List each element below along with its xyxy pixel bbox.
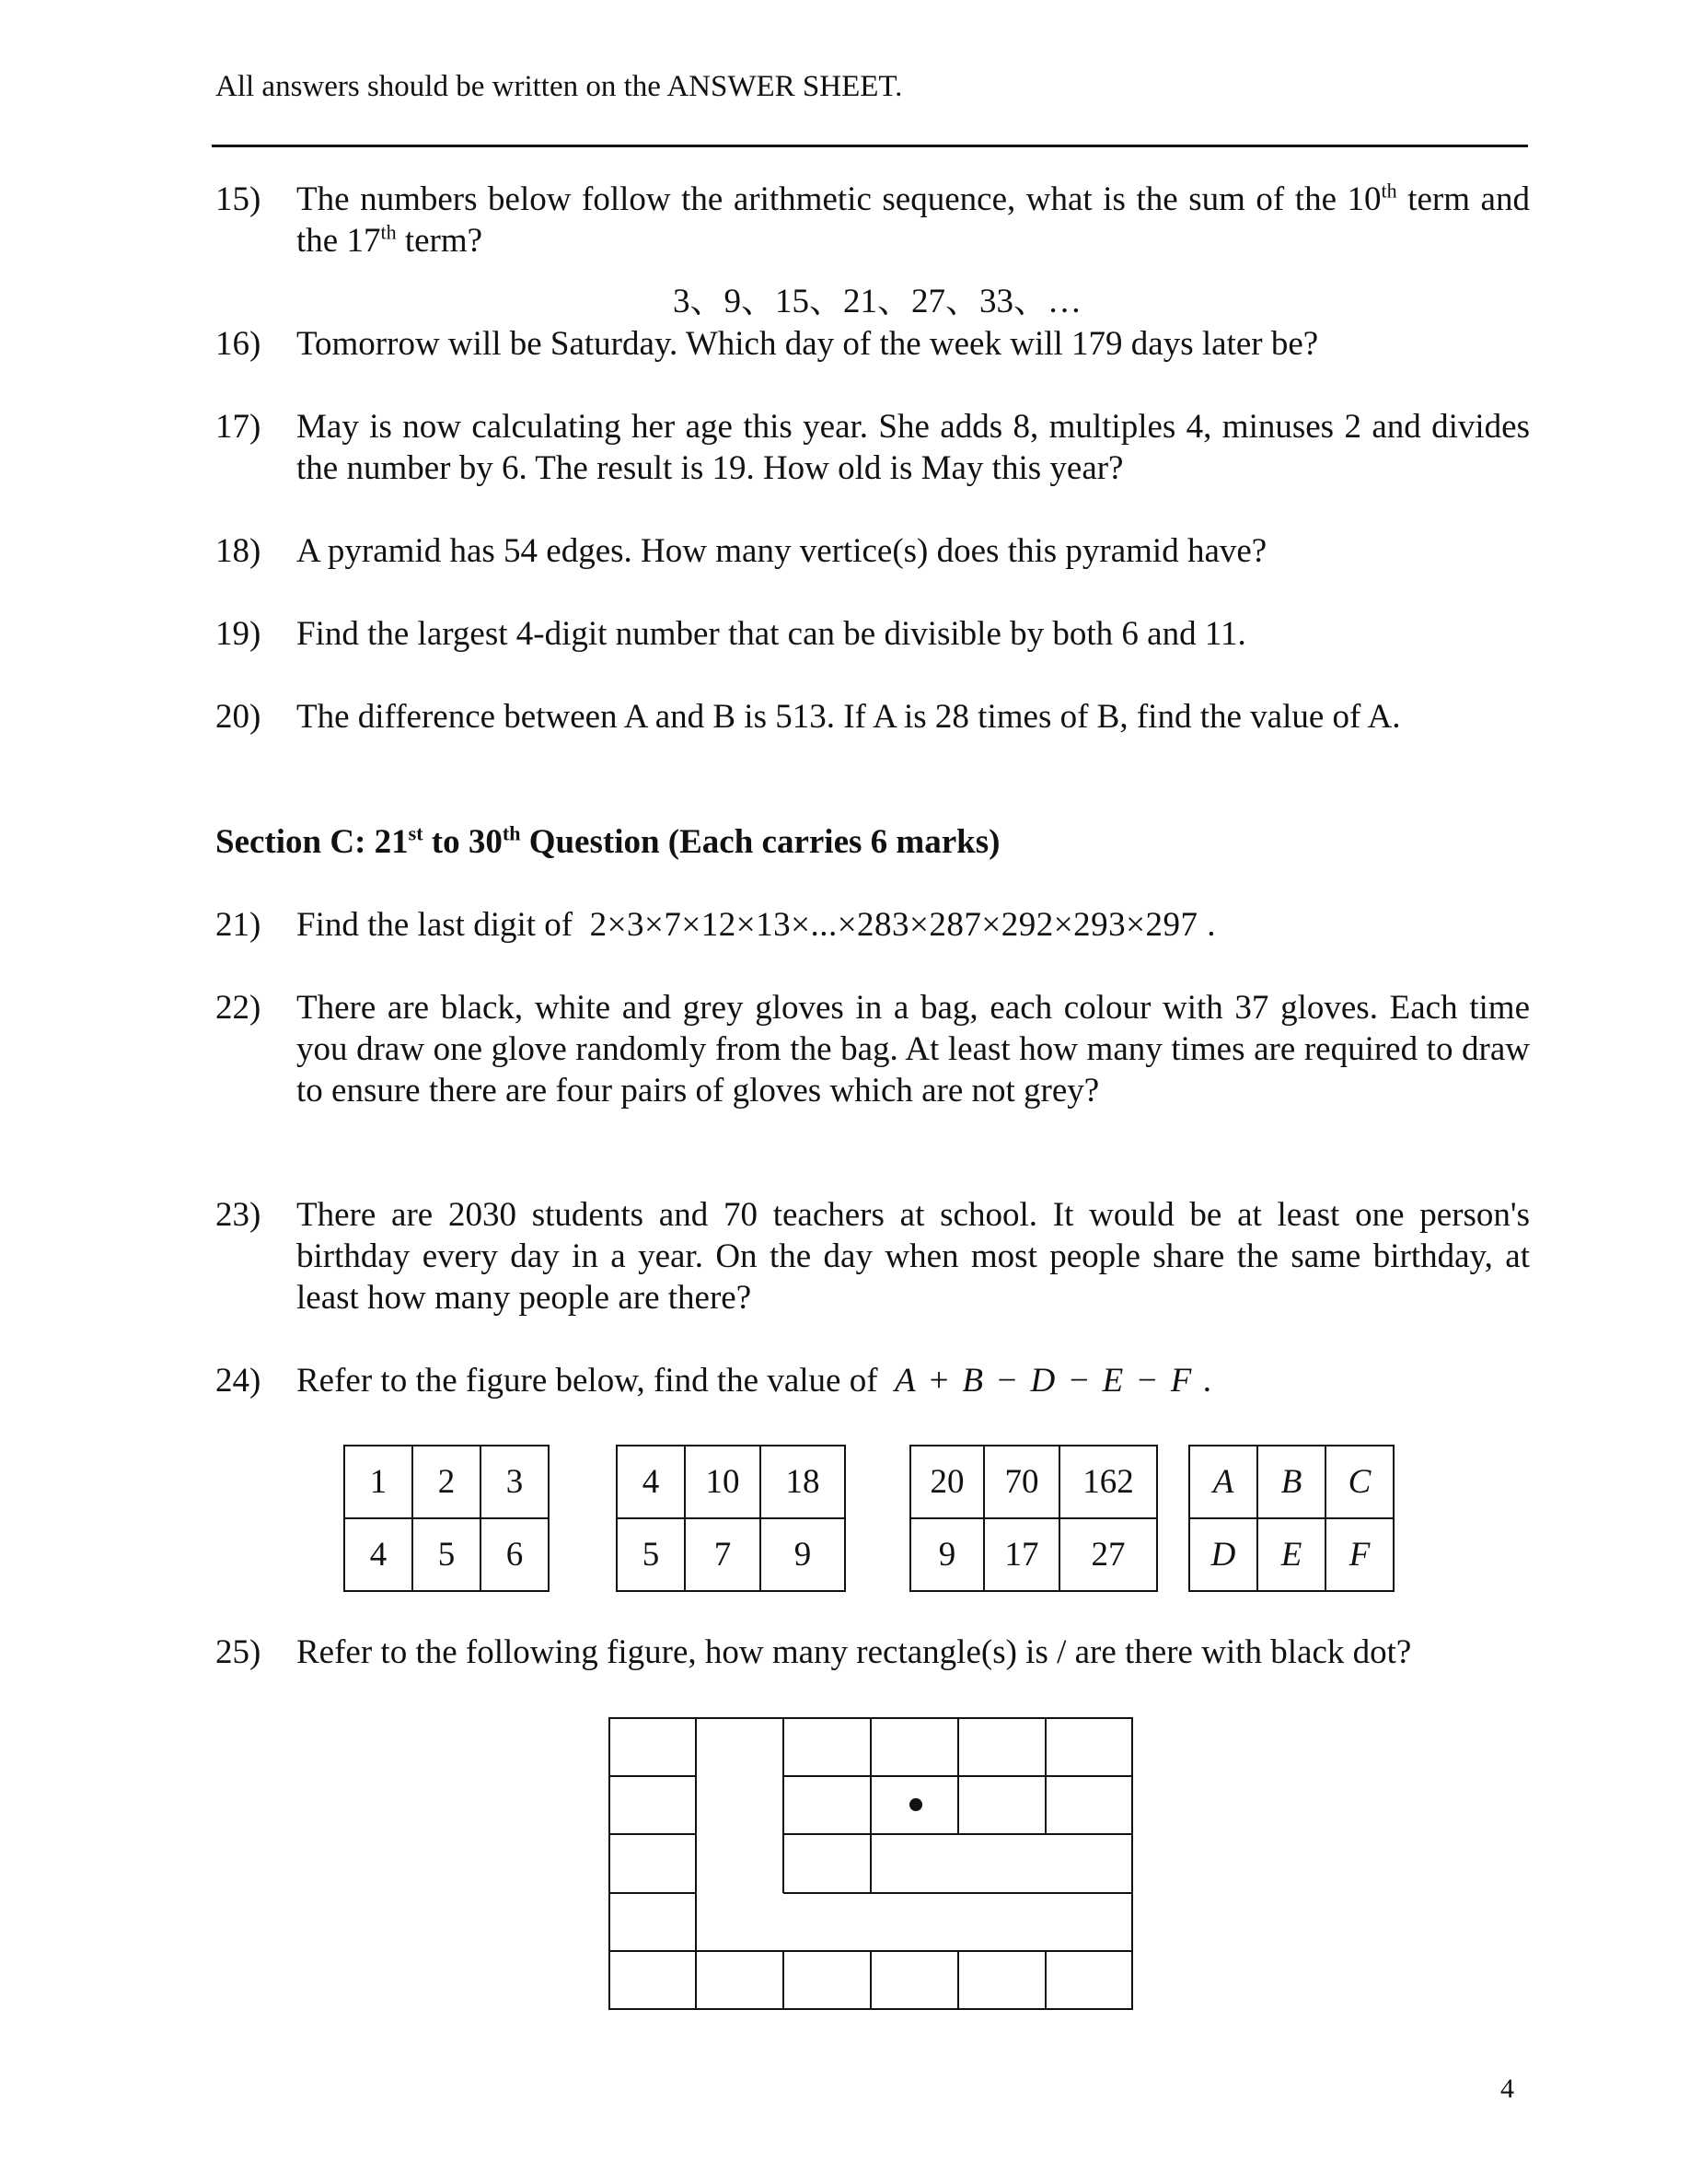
question-text: The numbers below follow the arithmetic sequence, what is the sum of the 10th term and the 17th term? xyxy=(296,179,1530,260)
question-text: The difference between A and B is 513. If A is 28 times of B, find the value of A. xyxy=(296,698,1401,736)
question-text: There are black, white and grey gloves in a bag, each colour with 37 gloves. Each time you draw one glove randomly from the bag. At least how many times are required to draw to ensure there are four pairs of gloves which are not grey? xyxy=(296,989,1530,1109)
rectangle-figure xyxy=(608,1716,1136,2013)
question-number: 19) xyxy=(215,615,261,653)
question-text: A pyramid has 54 edges. How many vertice(s) does this pyramid have? xyxy=(296,532,1268,570)
table-row xyxy=(1189,1518,1394,1591)
question-number: 17) xyxy=(215,408,261,446)
table-cell: 10 xyxy=(685,1446,760,1518)
question-text: Tomorrow will be Saturday. Which day of the week will 179 days later be? xyxy=(296,325,1319,363)
question-number: 25) xyxy=(215,1633,261,1671)
table-row xyxy=(1189,1446,1394,1518)
question-17 xyxy=(215,406,1530,489)
figure24-table-1 xyxy=(343,1445,550,1592)
question-text: There are 2030 students and 70 teachers at school. It would be at least one person's birthday every day in a year. On the day when most people share the same birthday, at least how many people are there? xyxy=(296,1196,1530,1317)
arithmetic-sequence: 3、9、15、21、27、33、… xyxy=(673,283,1082,320)
figure24-table-4 xyxy=(1188,1445,1395,1592)
table-cell: 6 xyxy=(480,1518,549,1591)
table-cell: 7 xyxy=(685,1518,760,1591)
question-18 xyxy=(215,530,1530,572)
black-dot xyxy=(909,1798,922,1811)
question-24 xyxy=(215,1360,1530,1401)
question-number: 20) xyxy=(215,698,261,736)
question-number: 22) xyxy=(215,989,261,1027)
question-number: 18) xyxy=(215,532,261,570)
table-cell: 9 xyxy=(910,1518,984,1591)
table-cell: 5 xyxy=(412,1518,480,1591)
question-number: 21) xyxy=(215,906,261,944)
table-row xyxy=(344,1518,549,1591)
table-cell: C xyxy=(1325,1446,1394,1518)
table-cell: 2 xyxy=(412,1446,480,1518)
answer-sheet-instruction: All answers should be written on the ANSWER SHEET. xyxy=(215,70,903,103)
table-row xyxy=(344,1446,549,1518)
table-cell: E xyxy=(1257,1518,1325,1591)
table-cell: F xyxy=(1325,1518,1394,1591)
table-cell: D xyxy=(1189,1518,1257,1591)
table-row xyxy=(617,1446,845,1518)
expression-a-b-d-e-f: A + B − D − E − F . xyxy=(895,1362,1214,1400)
question-15 xyxy=(215,179,1530,261)
figure24-table-3 xyxy=(909,1445,1158,1592)
question-text: Find the last digit of 2×3×7×12×13×...×283×287×292×293×297 . xyxy=(296,906,1217,944)
question-16 xyxy=(215,323,1530,365)
table-cell: 9 xyxy=(760,1518,845,1591)
product-expression: 2×3×7×12×13×...×283×287×292×293×297 . xyxy=(589,906,1217,944)
table-cell: 17 xyxy=(984,1518,1059,1591)
table-cell: 70 xyxy=(984,1446,1059,1518)
table-cell: B xyxy=(1257,1446,1325,1518)
table-cell: 3 xyxy=(480,1446,549,1518)
table-cell: 5 xyxy=(617,1518,685,1591)
table-cell: 27 xyxy=(1059,1518,1157,1591)
question-number: 16) xyxy=(215,325,261,363)
page-number: 4 xyxy=(1500,2074,1514,2104)
table-row xyxy=(910,1518,1157,1591)
table-cell: 18 xyxy=(760,1446,845,1518)
question-text: Refer to the following figure, how many rectangle(s) is / are there with black dot? xyxy=(296,1633,1412,1671)
table-row xyxy=(910,1446,1157,1518)
question-25 xyxy=(215,1632,1530,1673)
table-row xyxy=(617,1518,845,1591)
question-23 xyxy=(215,1194,1530,1319)
question-19 xyxy=(215,613,1530,655)
question-number: 23) xyxy=(215,1196,261,1234)
question-number: 15) xyxy=(215,180,261,218)
section-c-heading: Section C: 21st to 30th Question (Each carries 6 marks) xyxy=(215,821,1001,861)
question-22 xyxy=(215,987,1530,1111)
table-cell: A xyxy=(1189,1446,1257,1518)
table-cell: 4 xyxy=(617,1446,685,1518)
question-number: 24) xyxy=(215,1362,261,1400)
table-cell: 4 xyxy=(344,1518,412,1591)
question-20 xyxy=(215,696,1530,738)
figure24-table-2 xyxy=(616,1445,846,1592)
table-cell: 20 xyxy=(910,1446,984,1518)
table-cell: 1 xyxy=(344,1446,412,1518)
question-21 xyxy=(215,904,1530,946)
table-cell: 162 xyxy=(1059,1446,1157,1518)
question-text: Refer to the figure below, find the value of A + B − D − E − F . xyxy=(296,1362,1214,1400)
question-text: Find the largest 4-digit number that can be divisible by both 6 and 11. xyxy=(296,615,1246,653)
question-text: May is now calculating her age this year. She adds 8, multiples 4, minuses 2 and divides the number by 6. The result is 19. How old is May this year? xyxy=(296,408,1530,487)
header-rule xyxy=(212,145,1528,147)
